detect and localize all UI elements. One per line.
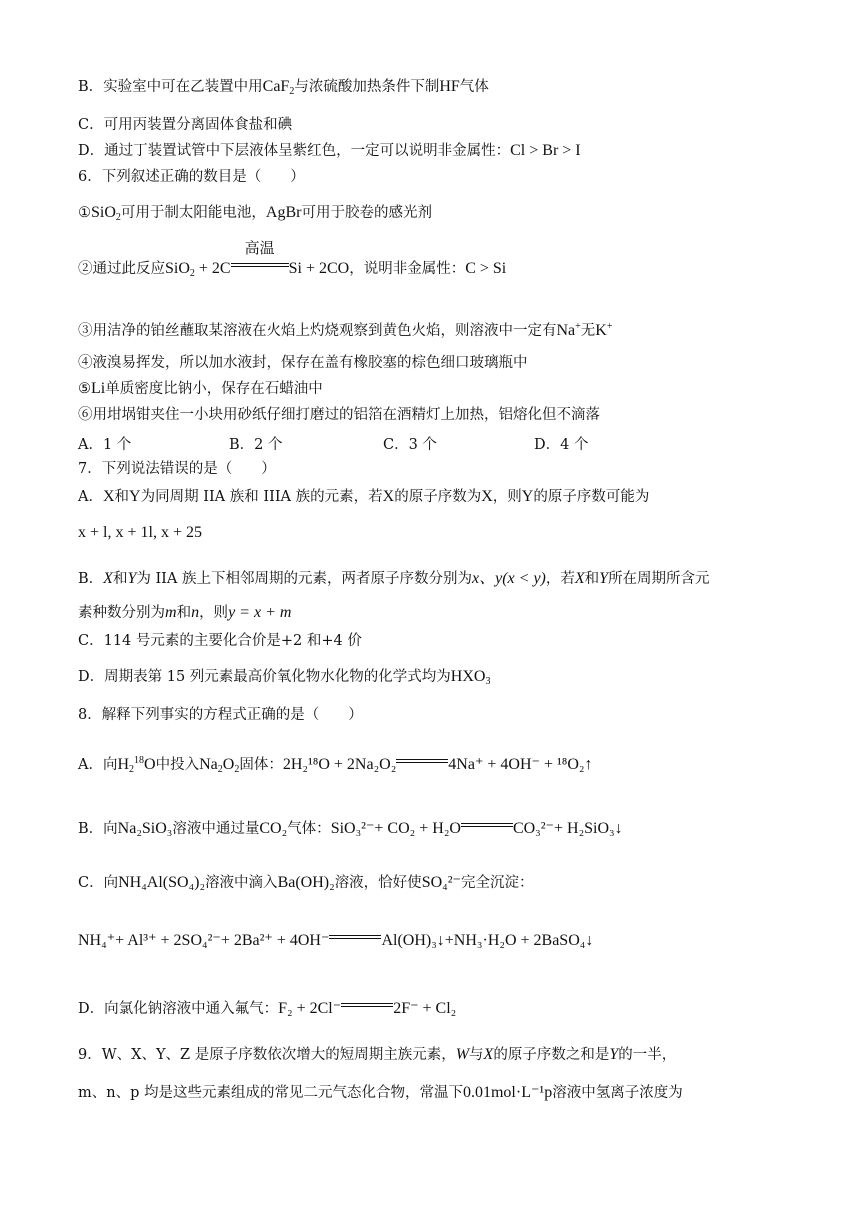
equals-sign xyxy=(329,933,381,943)
q7-b2-t2: 和 xyxy=(176,605,192,621)
q6-option-a: A．1 个 xyxy=(78,437,132,453)
q6-s1-formula xyxy=(91,204,121,221)
q7-b-y2: Y xyxy=(599,570,609,587)
q8-c-baoh2: Ba(OH)₂ xyxy=(277,874,335,891)
q6-s1-formula-sub: 2 xyxy=(115,212,121,223)
q6-statement-3 xyxy=(78,316,613,342)
q6-s2-text2: ，说明非金属性： xyxy=(349,261,466,277)
q9-l1-t4: 的一半， xyxy=(618,1047,677,1063)
q8-c-t2: 溶液，恰好使 xyxy=(334,875,422,891)
q8-option-d xyxy=(78,998,456,1020)
q5-b-text3: 气体 xyxy=(459,79,489,95)
q7-d-formula-sub: 3 xyxy=(485,676,491,687)
q6-s1-text2: 可用于胶卷的感光剂 xyxy=(301,205,432,221)
q7-b-xy: x、y xyxy=(472,570,503,587)
equals-sign xyxy=(396,757,448,767)
q6-s3-k-base: K xyxy=(595,322,607,339)
q8-a-o: O xyxy=(144,756,156,773)
q9-l2-t2: 溶液中氢离子浓度为 xyxy=(552,1085,683,1101)
q6-s3-na-base: Na xyxy=(556,322,576,339)
q9-l2-conc: 0.01mol·L⁻¹p xyxy=(462,1084,553,1101)
q7-b-x: X xyxy=(103,570,113,587)
q8-c-eq-lhs: NH₄⁺+ Al³⁺ + 2SO₄²⁻+ 2Ba²⁺ + 4OH⁻ xyxy=(78,932,330,949)
q7-b-y: Y xyxy=(127,570,137,587)
q8-a-h: H xyxy=(117,756,130,773)
q9-line-1 xyxy=(78,1044,676,1066)
q5-b-formula-sub: 2 xyxy=(289,86,295,97)
q5-b-formula xyxy=(263,78,295,95)
q8-b-label: B．向 xyxy=(78,821,118,837)
q6-s2-lhs-base: SiO xyxy=(165,260,190,277)
q7-stem: 7．下列说法错误的是（ ） xyxy=(78,461,276,477)
q8-option-b xyxy=(78,818,623,840)
q8-a-label: A．向 xyxy=(78,757,118,773)
equals-sign xyxy=(341,1001,393,1011)
q9-w: W xyxy=(455,1046,470,1063)
q8-b-t1: 溶液中通过量 xyxy=(172,821,260,837)
q8-b-co2: CO₂ xyxy=(259,820,288,837)
q6-s3-k xyxy=(595,322,612,339)
q7-b-x2: X xyxy=(574,570,585,587)
q8-a-h-sub: 2 xyxy=(129,764,135,775)
q7-a-t1: 和 xyxy=(114,489,130,505)
q7-a-label: A． xyxy=(78,489,103,505)
q7-b-t3: ，若 xyxy=(545,571,575,587)
q7-d-text: D．周期表第 15 列元素最高价氧化物水化物的化学式均为 xyxy=(78,669,451,685)
q8-c-label: C．向 xyxy=(78,875,119,891)
q8-a-na-sub: 2 xyxy=(217,764,223,775)
q8-a-isotope: 18 xyxy=(134,755,145,766)
q7-option-b xyxy=(78,568,710,590)
q6-s5-text: 单质密度比钠小，保存在石蜡油中 xyxy=(105,381,323,397)
q8-a-eq-rhs: 4Na⁺ + 4OH⁻ + ¹⁸O₂↑ xyxy=(448,756,593,773)
q6-s2-lhs-sub: 2 xyxy=(189,268,195,279)
q8-b-eq-lhs: SiO₃²⁻+ CO₂ + H₂O xyxy=(330,820,461,837)
q8-a-t1: 中投入 xyxy=(155,757,200,773)
q7-a-t2: 为同周期 IIA 族和 IIIA 族的元素，若 xyxy=(140,489,383,505)
q7-option-a-values xyxy=(78,522,202,544)
q7-b-t5: 所在周期所含元 xyxy=(608,571,710,587)
q6-statement-4: ④液溴易挥发，所以加水液封，保存在盖有橡胶塞的棕色细口玻璃瓶中 xyxy=(78,355,528,371)
q6-s3-k-charge: + xyxy=(606,321,613,332)
q9-l1-t2: 与 xyxy=(469,1047,484,1063)
q6-s1-text: 可用于制太阳能电池， xyxy=(120,205,266,221)
q5-b-formula-base: CaF xyxy=(262,78,290,95)
q8-a-na: Na xyxy=(199,756,218,773)
q7-b2-t1: 素种数分别为 xyxy=(78,605,165,621)
q6-option-c: C．3 个 xyxy=(383,437,437,453)
q8-c-t1: 溶液中滴入 xyxy=(205,875,278,891)
q7-option-a xyxy=(78,486,649,508)
q6-s3-text2: 无 xyxy=(580,323,596,339)
q8-d-text: D．向氯化钠溶液中通入氟气： xyxy=(78,1001,279,1017)
q6-s5-li: Li xyxy=(91,380,106,397)
q6-statement-5 xyxy=(78,378,323,400)
q6-statement-2 xyxy=(78,239,507,285)
q8-c-so4: SO₄²⁻ xyxy=(421,874,461,891)
q6-s1-num: ① xyxy=(78,205,91,221)
equals-sign xyxy=(461,821,513,831)
q8-d-eq-rhs: 2F⁻ + Cl₂ xyxy=(393,1000,457,1017)
q6-s5-num: ⑤ xyxy=(78,381,91,397)
q5-d-order: Cl > Br > I xyxy=(510,142,581,159)
q8-a-o2: O xyxy=(222,756,235,773)
q8-a-t2: 固体： xyxy=(239,757,283,773)
q9-l2-t1: m、n、p 均是这些元素组成的常见二元气态化合物，常温下 xyxy=(78,1085,463,1101)
q7-a-t3: 的原子序数为 xyxy=(394,489,482,505)
q7-a-t4: ，则 xyxy=(492,489,522,505)
q8-option-c-equation xyxy=(78,930,593,952)
q6-option-b: B．2 个 xyxy=(229,437,283,453)
q5-b-text2: 与浓硫酸加热条件下制 xyxy=(294,79,440,95)
q7-b2-eq: y = x + m xyxy=(228,604,292,621)
q6-statement-1 xyxy=(78,202,432,229)
q7-d-formula-base: HXO xyxy=(450,668,486,685)
q9-line-2 xyxy=(78,1082,683,1104)
q5-option-d xyxy=(78,140,581,162)
q6-s3-na-charge: + xyxy=(575,321,581,332)
q7-a-x3: X xyxy=(481,488,493,505)
q8-c-t3: 完全沉淀： xyxy=(460,875,534,891)
q8-b-t2: 气体： xyxy=(287,821,331,837)
q8-a-o2-sub: 2 xyxy=(234,764,240,775)
q6-option-d: D．4 个 xyxy=(534,437,589,453)
q7-b-t2: 为 IIA 族上下相邻周期的元素，两者原子序数分别为 xyxy=(136,571,472,587)
q7-b2-t3: ，则 xyxy=(199,605,229,621)
q8-c-formula: NH₄Al(SO₄)₂ xyxy=(118,874,206,891)
q9-x: X xyxy=(483,1046,494,1063)
q5-option-c: C．可用丙装置分离固体食盐和碘 xyxy=(78,117,293,133)
q7-option-c: C．114 号元素的主要化合价是+2 和+4 价 xyxy=(78,633,362,649)
q6-s3-text: ③用洁净的铂丝蘸取某溶液在火焰上灼烧观察到黄色火焰，则溶液中一定有 xyxy=(78,323,557,339)
q9-l1-t1: 9．W、X、Y、Z 是原子序数依次增大的短周期主族元素， xyxy=(78,1047,456,1063)
q6-s2-lhs xyxy=(165,260,231,277)
q6-s2-condition: 高温 xyxy=(244,239,275,257)
q6-s3-na xyxy=(557,322,581,339)
q5-d-text: D．通过丁装置试管中下层液体呈紫红色，一定可以说明非金属性： xyxy=(78,143,511,159)
q6-s2-order: C > Si xyxy=(465,260,507,277)
q7-b-t4: 和 xyxy=(584,571,600,587)
q8-a-water xyxy=(117,756,155,773)
q6-statement-6: ⑥用坩埚钳夹住一小块用砂纸仔细打磨过的铝箔在酒精灯上加热，铝熔化但不滴落 xyxy=(78,407,600,423)
q7-b-t1: 和 xyxy=(112,571,128,587)
q6-s1-agbr: AgBr xyxy=(265,204,302,221)
q7-b2-m: m xyxy=(165,604,177,621)
q9-l1-t3: 的原子序数之和是 xyxy=(493,1047,610,1063)
q8-option-c xyxy=(78,872,533,894)
q7-a-y2: Y xyxy=(521,488,534,505)
q8-option-a xyxy=(78,750,593,781)
q7-b2-n: n xyxy=(191,604,200,621)
q5-b-text: B．实验室中可在乙装置中用 xyxy=(78,79,263,95)
q8-stem: 8．解释下列事实的方程式正确的是（ ） xyxy=(78,707,363,723)
q9-y: Y xyxy=(609,1046,619,1063)
q7-b-cond: (x < y) xyxy=(502,570,546,587)
q5-b-hf: HF xyxy=(439,78,460,95)
q7-d-formula xyxy=(451,668,491,685)
q7-a-y: Y xyxy=(129,488,141,505)
q7-a-x2: X xyxy=(382,488,395,505)
q8-d-eq-lhs: F₂ + 2Cl⁻ xyxy=(278,1000,342,1017)
q6-s2-rhs: Si + 2CO xyxy=(288,260,350,277)
q7-a-x: X xyxy=(102,488,115,505)
q6-s2-text: ②通过此反应 xyxy=(78,261,165,277)
q7-a-values: x + l, x + 1l, x + 25 xyxy=(78,524,202,541)
q8-a-eq-lhs: 2H₂¹⁸O + 2Na₂O₂ xyxy=(282,756,397,773)
q6-s2-lhs-tail: + 2C xyxy=(194,260,231,277)
q6-stem: 6．下列叙述正确的数目是（ ） xyxy=(78,169,305,185)
q7-b-label: B． xyxy=(78,571,104,587)
q7-option-b-line2 xyxy=(78,602,291,624)
q8-b-eq-rhs: CO₃²⁻+ H₂SiO₃↓ xyxy=(512,820,623,837)
q8-a-na2o2 xyxy=(199,756,239,773)
q7-option-d xyxy=(78,666,490,693)
reaction-equals-sign xyxy=(231,239,289,271)
q8-b-formula: Na₂SiO₃ xyxy=(117,820,173,837)
q6-s1-formula-base: SiO xyxy=(91,204,116,221)
q8-c-eq-rhs: Al(OH)₃↓+NH₃·H₂O + 2BaSO₄↓ xyxy=(381,932,594,949)
q5-option-b xyxy=(78,76,489,103)
q7-a-t5: 的原子序数可能为 xyxy=(533,489,650,505)
